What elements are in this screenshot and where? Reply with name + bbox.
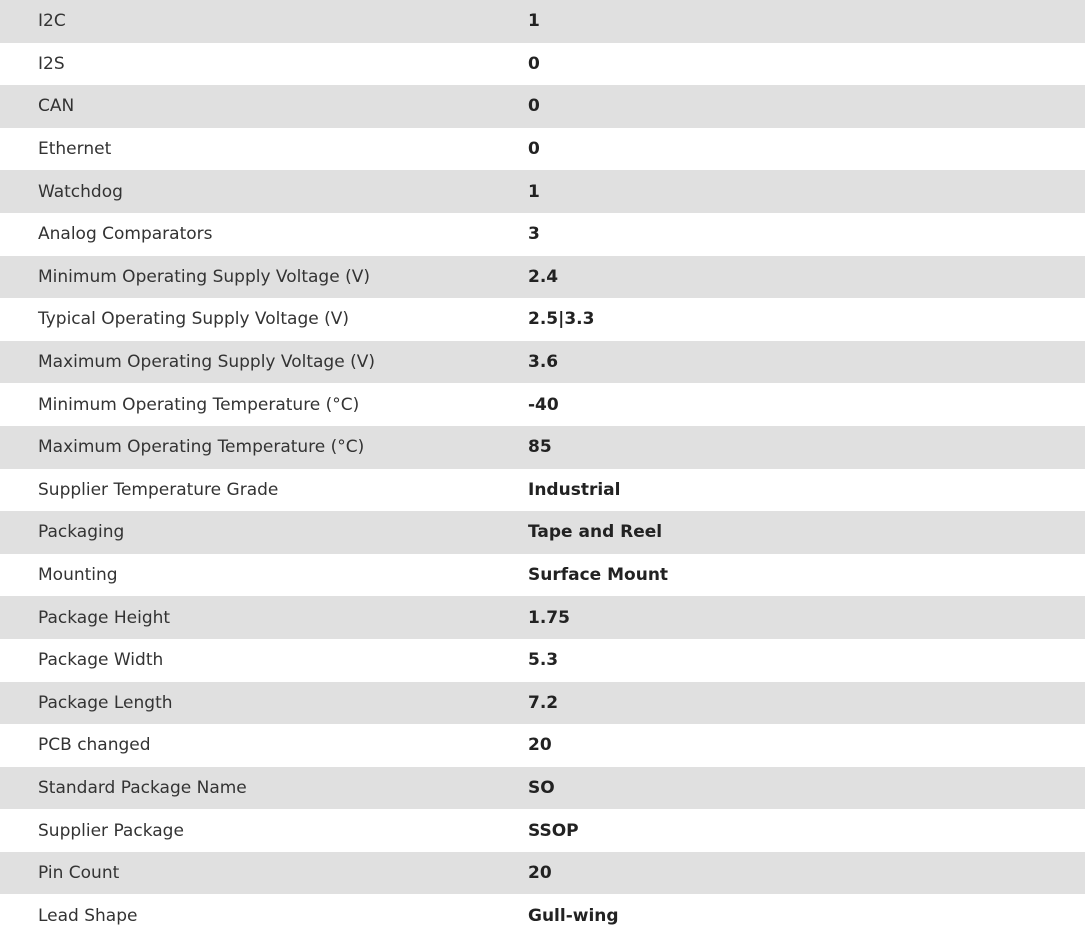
spec-row-typ-supply-voltage xyxy=(0,298,1085,341)
spec-value: 1 xyxy=(528,181,540,202)
spec-row-max-supply-voltage xyxy=(0,341,1085,384)
spec-value: 1.75 xyxy=(528,607,570,628)
spec-value: Gull-wing xyxy=(528,905,619,926)
spec-value: 1 xyxy=(528,11,540,32)
spec-value: 20 xyxy=(528,735,552,756)
spec-label: Package Length xyxy=(38,692,173,713)
spec-value: 20 xyxy=(528,863,552,884)
spec-row-package-width xyxy=(0,639,1085,682)
spec-value: 85 xyxy=(528,437,552,458)
spec-value: 5.3 xyxy=(528,650,559,671)
spec-value: -40 xyxy=(528,394,559,415)
spec-row-supplier-package xyxy=(0,809,1085,852)
spec-label: PCB changed xyxy=(38,735,151,756)
spec-label: Minimum Operating Temperature (°C) xyxy=(38,394,360,415)
spec-row-max-temperature xyxy=(0,426,1085,469)
spec-label: Pin Count xyxy=(38,863,120,884)
spec-value: SSOP xyxy=(528,820,579,841)
spec-label: Packaging xyxy=(38,522,125,543)
spec-row-watchdog xyxy=(0,170,1085,213)
spec-row-i2s xyxy=(0,43,1085,86)
spec-label: Package Height xyxy=(38,607,171,628)
spec-value: 2.4 xyxy=(528,266,559,287)
spec-row-mounting xyxy=(0,554,1085,597)
spec-label: Minimum Operating Supply Voltage (V) xyxy=(38,266,370,287)
spec-label: I2C xyxy=(38,11,66,32)
spec-label: Mounting xyxy=(38,565,118,586)
spec-row-standard-package-name xyxy=(0,767,1085,810)
spec-row-min-supply-voltage xyxy=(0,256,1085,299)
spec-value: SO xyxy=(528,777,555,798)
spec-label: Ethernet xyxy=(38,139,112,160)
spec-value: Tape and Reel xyxy=(528,522,663,543)
spec-label: Typical Operating Supply Voltage (V) xyxy=(38,309,349,330)
spec-label: I2S xyxy=(38,53,65,74)
spec-row-can xyxy=(0,85,1085,128)
spec-label: Standard Package Name xyxy=(38,777,247,798)
spec-row-package-length xyxy=(0,682,1085,725)
spec-label: Maximum Operating Supply Voltage (V) xyxy=(38,352,375,373)
spec-row-package-height xyxy=(0,596,1085,639)
spec-row-ethernet xyxy=(0,128,1085,171)
spec-value: 0 xyxy=(528,139,540,160)
spec-value: Surface Mount xyxy=(528,565,669,586)
spec-value: 0 xyxy=(528,96,540,117)
spec-value: 3 xyxy=(528,224,540,245)
spec-row-analog-comparators xyxy=(0,213,1085,256)
spec-label: Lead Shape xyxy=(38,905,138,926)
spec-row-min-temperature xyxy=(0,383,1085,426)
spec-label: Analog Comparators xyxy=(38,224,213,245)
spec-label: Maximum Operating Temperature (°C) xyxy=(38,437,365,458)
spec-label: Package Width xyxy=(38,650,164,671)
spec-row-pcb-changed xyxy=(0,724,1085,767)
spec-row-temperature-grade xyxy=(0,469,1085,512)
spec-label: Supplier Package xyxy=(38,820,184,841)
spec-label: Supplier Temperature Grade xyxy=(38,479,279,500)
spec-value: 0 xyxy=(528,53,540,74)
spec-value: Industrial xyxy=(528,479,621,500)
spec-value: 7.2 xyxy=(528,692,559,713)
spec-row-pin-count xyxy=(0,852,1085,895)
spec-row-packaging xyxy=(0,511,1085,554)
spec-label: CAN xyxy=(38,96,75,117)
spec-row-i2c xyxy=(0,0,1085,43)
spec-label: Watchdog xyxy=(38,181,123,202)
spec-value: 3.6 xyxy=(528,352,559,373)
spec-value: 2.5|3.3 xyxy=(528,309,595,330)
